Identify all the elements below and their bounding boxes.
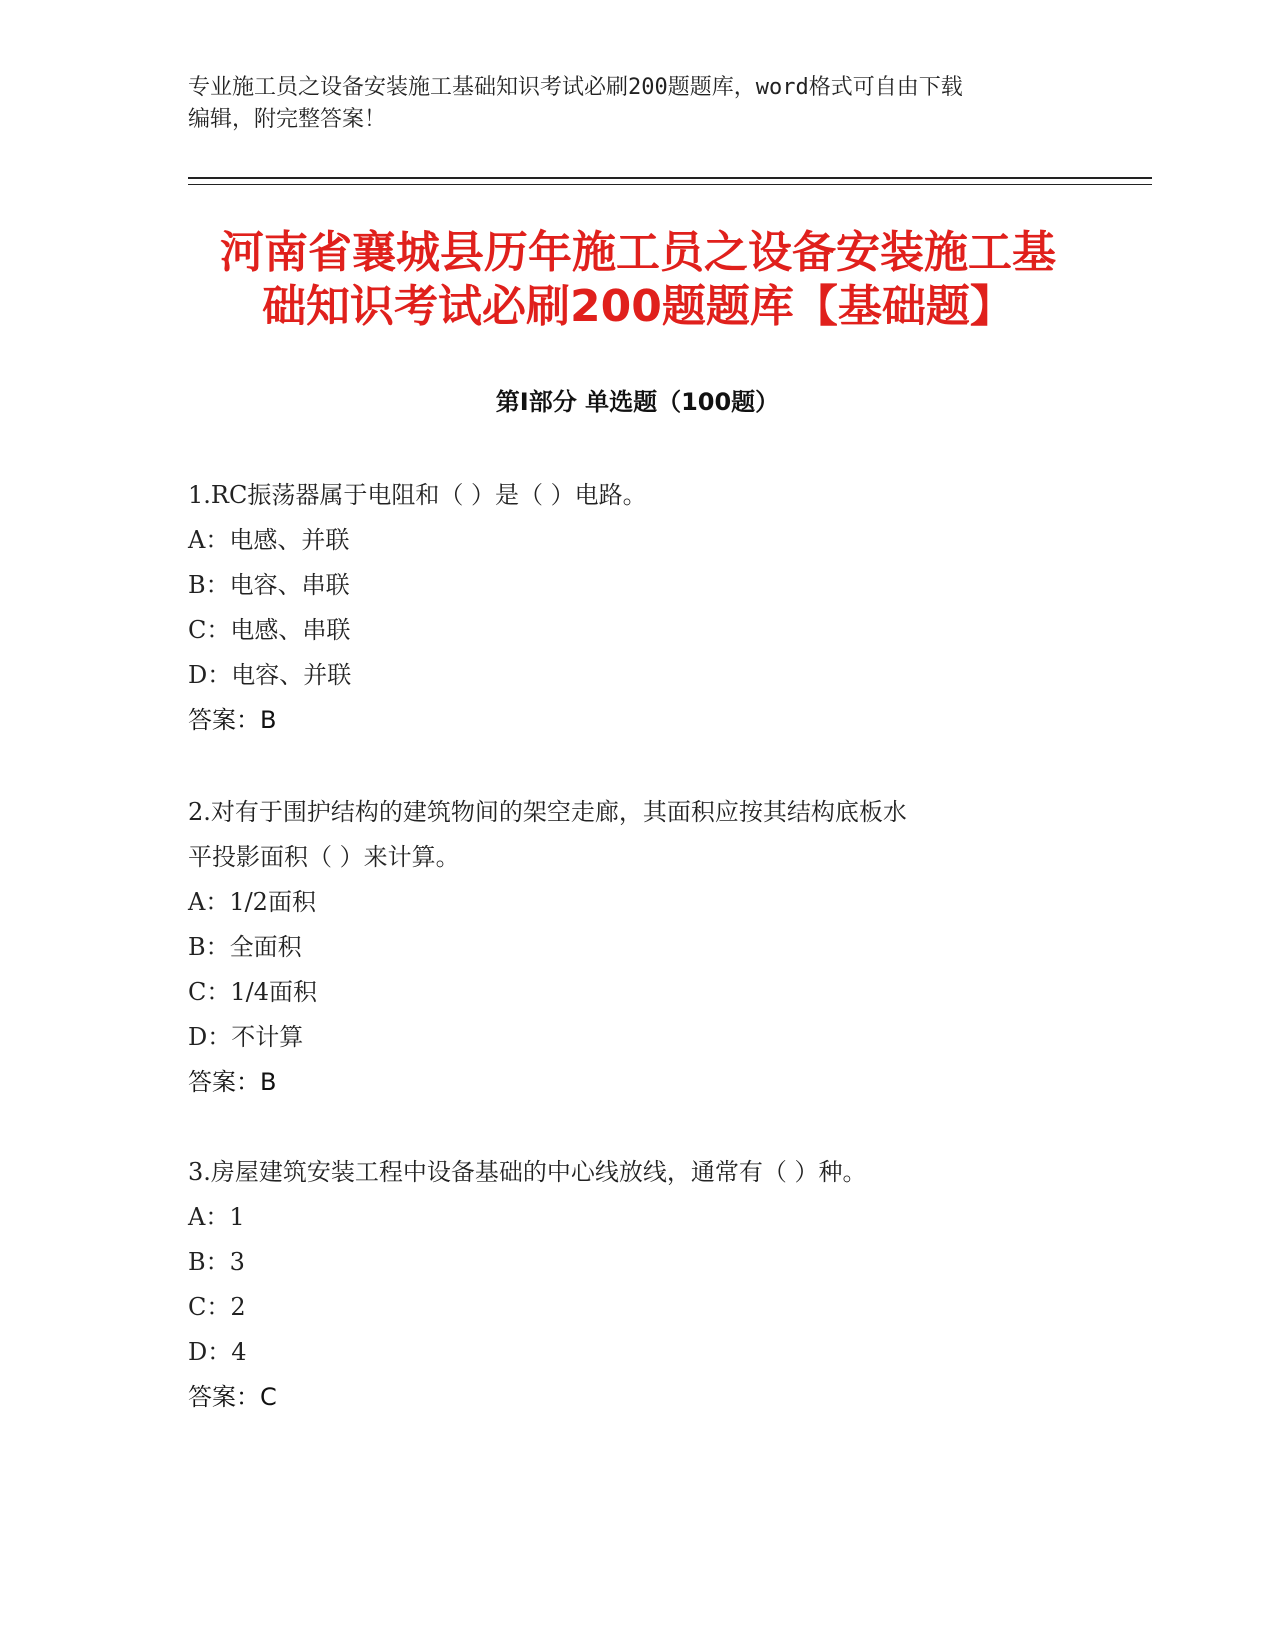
- option-c: C：2: [188, 1293, 246, 1321]
- answer: 答案：C: [188, 1383, 277, 1411]
- option-b: B：3: [188, 1248, 245, 1276]
- option-a: A：电感、并联: [188, 526, 350, 554]
- option-d: D：4: [188, 1338, 247, 1366]
- question-stem: [188, 790, 1088, 880]
- document-title: [160, 226, 1116, 334]
- question-stem-line: 2.对有于围护结构的建筑物间的架空走廊，其面积应按其结构底板水: [188, 798, 907, 826]
- question-stem-line: 3.房屋建筑安装工程中设备基础的中心线放线，通常有（ ）种。: [188, 1158, 867, 1186]
- option-b: B：全面积: [188, 933, 302, 961]
- question-2: [188, 790, 1088, 1105]
- option-d: D：电容、并联: [188, 661, 352, 689]
- question-stem: [188, 473, 1088, 518]
- option-a: A：1: [188, 1203, 245, 1231]
- section-heading: 第Ⅰ部分 单选题（100题）: [495, 388, 780, 416]
- answer: 答案：B: [188, 1068, 277, 1096]
- header-note-line-2: 编辑，附完整答案！: [188, 107, 387, 132]
- option-d: D：不计算: [188, 1023, 304, 1051]
- question-1: [188, 473, 1088, 743]
- option-c: C：1/4面积: [188, 978, 317, 1006]
- question-stem-line: 1.RC振荡器属于电阻和（ ）是（ ）电路。: [188, 481, 647, 509]
- option-a: A：1/2面积: [188, 888, 316, 916]
- option-b: B：电容、串联: [188, 571, 350, 599]
- question-3: [188, 1150, 1088, 1420]
- document-title-line-2: 础知识考试必刷200题题库【基础题】: [262, 281, 1014, 332]
- answer: 答案：B: [188, 706, 277, 734]
- header-divider-thick: [188, 177, 1152, 179]
- document-title-line-1: 河南省襄城县历年施工员之设备安装施工基: [220, 227, 1056, 278]
- question-stem: [188, 1150, 1088, 1195]
- header-note: [188, 72, 1088, 136]
- header-divider-thin: [188, 184, 1152, 185]
- option-c: C：电感、串联: [188, 616, 351, 644]
- question-stem-line: 平投影面积（ ）来计算。: [188, 843, 460, 871]
- header-note-line-1: 专业施工员之设备安装施工基础知识考试必刷200题题库，word格式可自由下载: [188, 75, 963, 100]
